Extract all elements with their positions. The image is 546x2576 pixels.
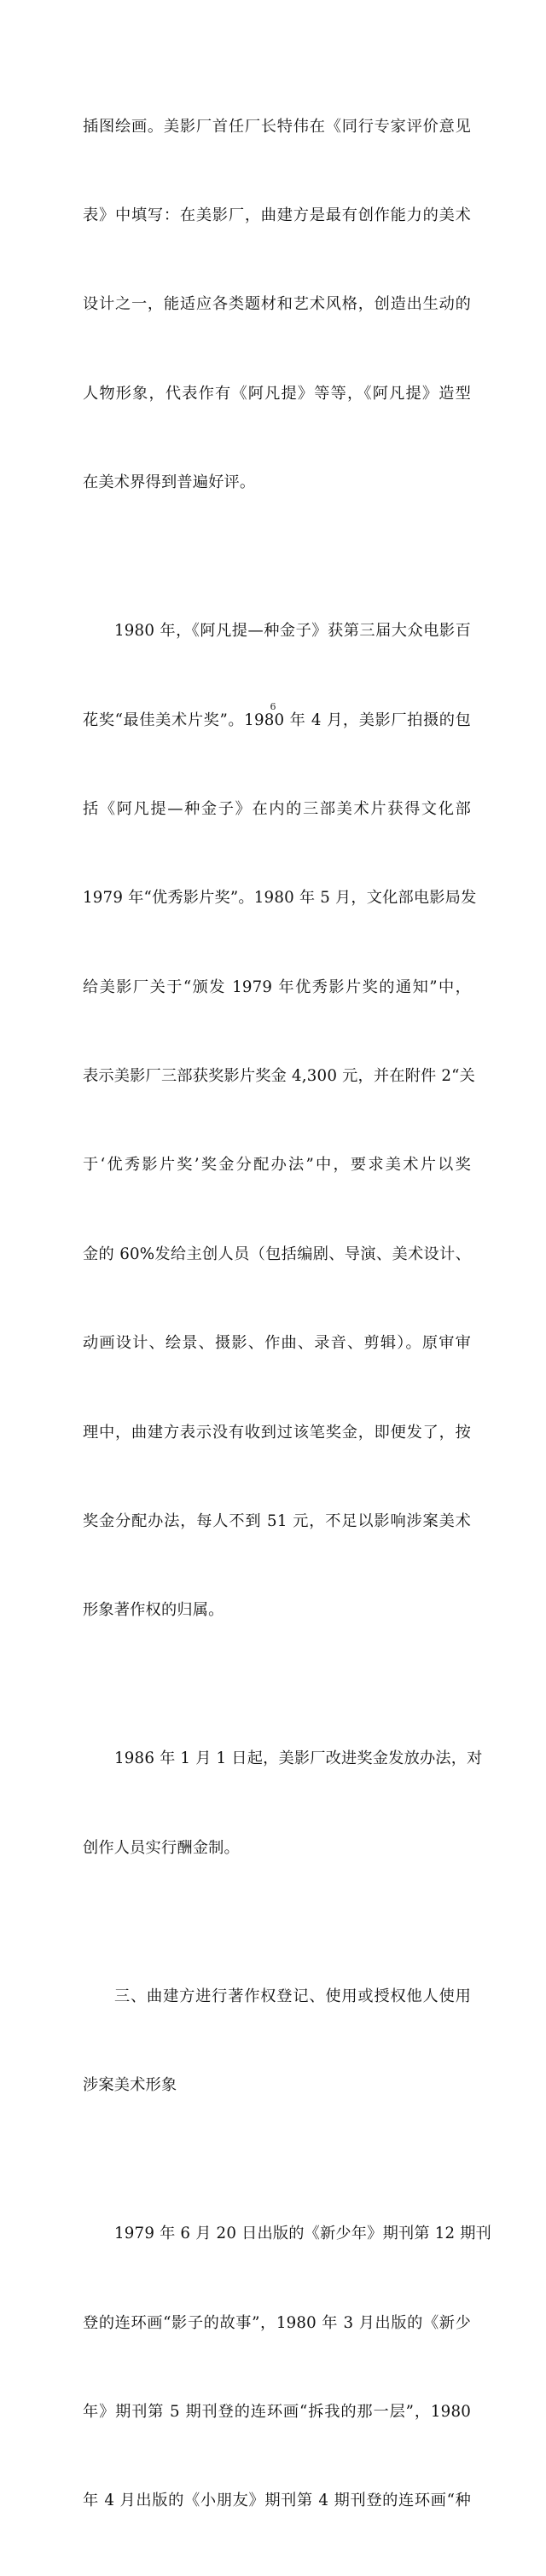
text-line: 设计之一，能适应各类题材和艺术风格，创造出生动的 xyxy=(83,295,471,314)
section-heading-3 xyxy=(83,1923,471,2160)
text-line: 理中，曲建方表示没有收到过该笔奖金，即便发了，按 xyxy=(83,1423,471,1442)
page-number: 6 xyxy=(270,701,276,712)
text-line: 金的 60%发给主创人员（包括编剧、导演、美术设计、 xyxy=(83,1244,471,1263)
text-line: 奖金分配办法，每人不到 51 元，不足以影响涉案美术 xyxy=(83,1512,471,1531)
text-line: 形象著作权的归属。 xyxy=(83,1601,224,1620)
text-line: 在美术界得到普遍好评。 xyxy=(83,473,256,492)
text-line: 登的连环画“影子的故事”，1980 年 3 月出版的《新少 xyxy=(83,2313,471,2332)
text-line: 人物形象，代表作有《阿凡提》等等，《阿凡提》造型 xyxy=(83,384,471,403)
text-line: 1979 年 6 月 20 日出版的《新少年》期刊第 12 期刊 xyxy=(114,2225,492,2243)
paragraph-3 xyxy=(83,1685,483,1923)
text-line: 花奖“最佳美术片奖”。1980 年 4 月，美影厂拍摄的包 xyxy=(83,711,471,729)
text-line: 创作人员实行酬金制。 xyxy=(83,1838,240,1857)
text-line: 年》期刊第 5 期刊登的连环画“拆我的那一层”，1980 xyxy=(83,2402,471,2421)
text-line: 年 4 月出版的《小朋友》期刊第 4 期刊登的连环画“种 xyxy=(83,2492,471,2510)
text-line: 表示美影厂三部获奖影片奖金 4,300 元，并在附件 2“关 xyxy=(83,1067,476,1086)
text-line: 括《阿凡提—种金子》在内的三部美术片获得文化部 xyxy=(83,799,471,818)
paragraph-2 xyxy=(83,558,477,1685)
text-line: 给美影厂关于“颁发 1979 年优秀影片奖的通知”中， xyxy=(83,978,471,996)
text-line: 涉案美术形象 xyxy=(83,2076,177,2095)
text-line: 插图绘画。美影厂首任厂长特伟在《同行专家评价意见 xyxy=(83,117,471,136)
text-line: 1986 年 1 月 1 日起，美影厂改进奖金发放办法，对 xyxy=(114,1749,483,1768)
paragraph-1 xyxy=(83,53,471,558)
text-line: 动画设计、绘景、摄影、作曲、录音、剪辑）。原审审 xyxy=(83,1334,471,1353)
text-line: 表》中填写：在美影厂，曲建方是最有创作能力的美术 xyxy=(83,206,471,224)
text-line: 1979 年“优秀影片奖”。1980 年 5 月，文化部电影局发 xyxy=(83,889,477,908)
text-line: 1980 年，《阿凡提—种金子》获第三届大众电影百 xyxy=(114,622,471,641)
paragraph-5 xyxy=(83,2161,492,2576)
text-line: 于‘优秀影片奖’奖金分配办法”中，要求美术片以奖 xyxy=(83,1156,471,1175)
body-text xyxy=(83,53,492,2576)
text-line: 三、曲建方进行著作权登记、使用或授权他人使用 xyxy=(114,1987,471,2005)
